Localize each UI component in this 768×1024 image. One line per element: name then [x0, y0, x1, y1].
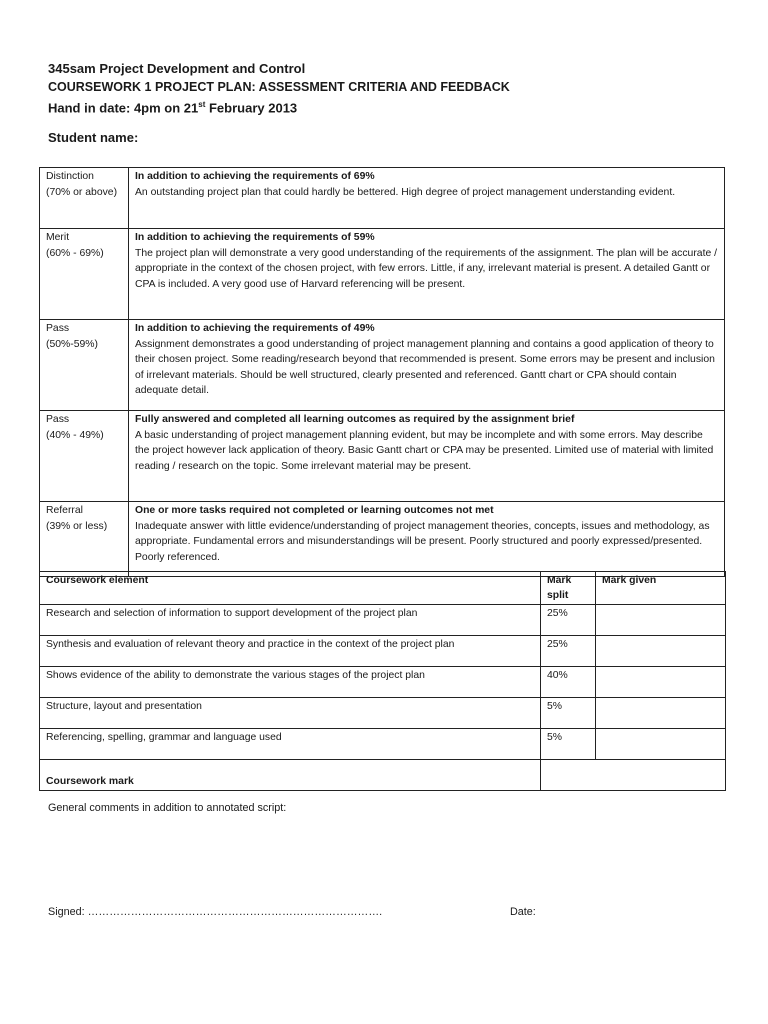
column-header-element: Coursework element — [40, 572, 541, 605]
element-cell: Referencing, spelling, grammar and language used — [40, 729, 541, 760]
criteria-body: The project plan will demonstrate a very good understanding of the requirements of the assignment. The plan will be accurate / appropriate in the context of the chosen project, with few errors. Little, if any, irrelevant material is present. A detailed Gantt or CPA is included. A very good use of Harvard referencing will be present. — [135, 247, 718, 290]
grade-name: Merit — [46, 232, 70, 243]
criteria-body: A basic understanding of project management planning evident, but may be incomplete and with some errors. May describe the project however lack application of theory. Basic Gantt chart or CPA may be presented. Limited use of material with limited reading / research on the topic. Some irrelevant material may be present. — [135, 429, 714, 472]
grade-cell — [40, 320, 129, 411]
grade-name: Referral — [46, 505, 83, 516]
criteria-heading: In addition to achieving the requirements of 59% — [135, 232, 375, 243]
split-cell: 25% — [541, 636, 596, 667]
marks-row — [40, 667, 726, 698]
marks-row — [40, 605, 726, 636]
marks-header-row — [40, 572, 726, 605]
grade-name: Distinction — [46, 171, 94, 182]
signed-line: Signed: ………………………………………………………………………. — [48, 906, 383, 918]
criteria-body: An outstanding project plan that could hardly be bettered. High degree of project management understanding evident. — [135, 186, 676, 198]
element-cell: Shows evidence of the ability to demonstrate the various stages of the project plan — [40, 667, 541, 698]
date-label: Date: — [510, 906, 536, 918]
description-cell — [129, 229, 725, 320]
grade-range: (50%-59%) — [46, 338, 98, 350]
criteria-heading: Fully answered and completed all learning outcomes as required by the assignment brief — [135, 414, 575, 425]
grade-cell — [40, 229, 129, 320]
mark-given-cell[interactable] — [596, 636, 726, 667]
hand-in-sup: st — [198, 100, 206, 109]
student-name-label: Student name: — [48, 130, 139, 145]
grade-cell — [40, 168, 129, 229]
description-cell — [129, 320, 725, 411]
column-header-given: Mark given — [596, 572, 726, 605]
marks-row — [40, 636, 726, 667]
element-cell: Research and selection of information to support development of the project plan — [40, 605, 541, 636]
split-cell: 5% — [541, 698, 596, 729]
split-cell: 25% — [541, 605, 596, 636]
criteria-heading: One or more tasks required not completed or learning outcomes not met — [135, 505, 494, 516]
criteria-heading: In addition to achieving the requirements of 49% — [135, 323, 375, 334]
marks-table — [39, 571, 726, 791]
criteria-body: Inadequate answer with little evidence/understanding of project management theories, concepts, issues and methodology, as appropriate. Fundamental errors and misunderstandings will be present. Poorly structured and poorly expressed/presented. Poorly referenced. — [135, 520, 710, 563]
coursework-mark-label: Coursework mark — [40, 760, 541, 791]
document-header — [48, 60, 728, 117]
hand-in-date — [48, 96, 728, 117]
column-header-split: Mark split — [541, 572, 596, 605]
grade-name: Pass — [46, 323, 70, 334]
coursework-mark-row — [40, 760, 726, 791]
criteria-row-merit — [40, 229, 725, 320]
marks-row — [40, 698, 726, 729]
grade-cell — [40, 411, 129, 502]
module-title: 345sam Project Development and Control — [48, 61, 306, 76]
grade-cell — [40, 502, 129, 577]
description-cell — [129, 168, 725, 229]
criteria-row-pass-low — [40, 411, 725, 502]
mark-given-cell[interactable] — [596, 698, 726, 729]
mark-given-cell[interactable] — [596, 667, 726, 698]
general-comments-label: General comments in addition to annotated script: — [48, 802, 287, 814]
hand-in-prefix: Hand in date: 4pm on 21 — [48, 100, 199, 116]
coursework-title: COURSEWORK 1 PROJECT PLAN: ASSESSMENT CRITERIA AND FEEDBACK — [48, 80, 510, 94]
element-cell: Synthesis and evaluation of relevant theory and practice in the context of the project plan — [40, 636, 541, 667]
criteria-row-referral — [40, 502, 725, 577]
description-cell — [129, 502, 725, 577]
coursework-mark-value-cell[interactable] — [541, 760, 726, 791]
grade-range: (60% - 69%) — [46, 247, 104, 259]
element-cell: Structure, layout and presentation — [40, 698, 541, 729]
description-cell — [129, 411, 725, 502]
hand-in-suffix: February 2013 — [205, 100, 298, 116]
assessment-criteria-table — [39, 167, 725, 577]
criteria-body: Assignment demonstrates a good understanding of project management planning and contains a good application of theory to their chosen project. Some reading/research beyond that recommended is present. Some errors may be present and inclusion of irrelevant materials. Should be well structured, clearly presented and referenced. Gantt chart or CPA should contain adequate detail. — [135, 338, 715, 396]
split-cell: 5% — [541, 729, 596, 760]
split-cell: 40% — [541, 667, 596, 698]
criteria-heading: In addition to achieving the requirements of 69% — [135, 171, 375, 182]
grade-name: Pass — [46, 414, 70, 425]
grade-range: (39% or less) — [46, 520, 108, 532]
mark-given-cell[interactable] — [596, 729, 726, 760]
grade-range: (70% or above) — [46, 186, 118, 198]
marks-row — [40, 729, 726, 760]
grade-range: (40% - 49%) — [46, 429, 104, 441]
criteria-row-distinction — [40, 168, 725, 229]
criteria-row-pass-high — [40, 320, 725, 411]
mark-given-cell[interactable] — [596, 605, 726, 636]
